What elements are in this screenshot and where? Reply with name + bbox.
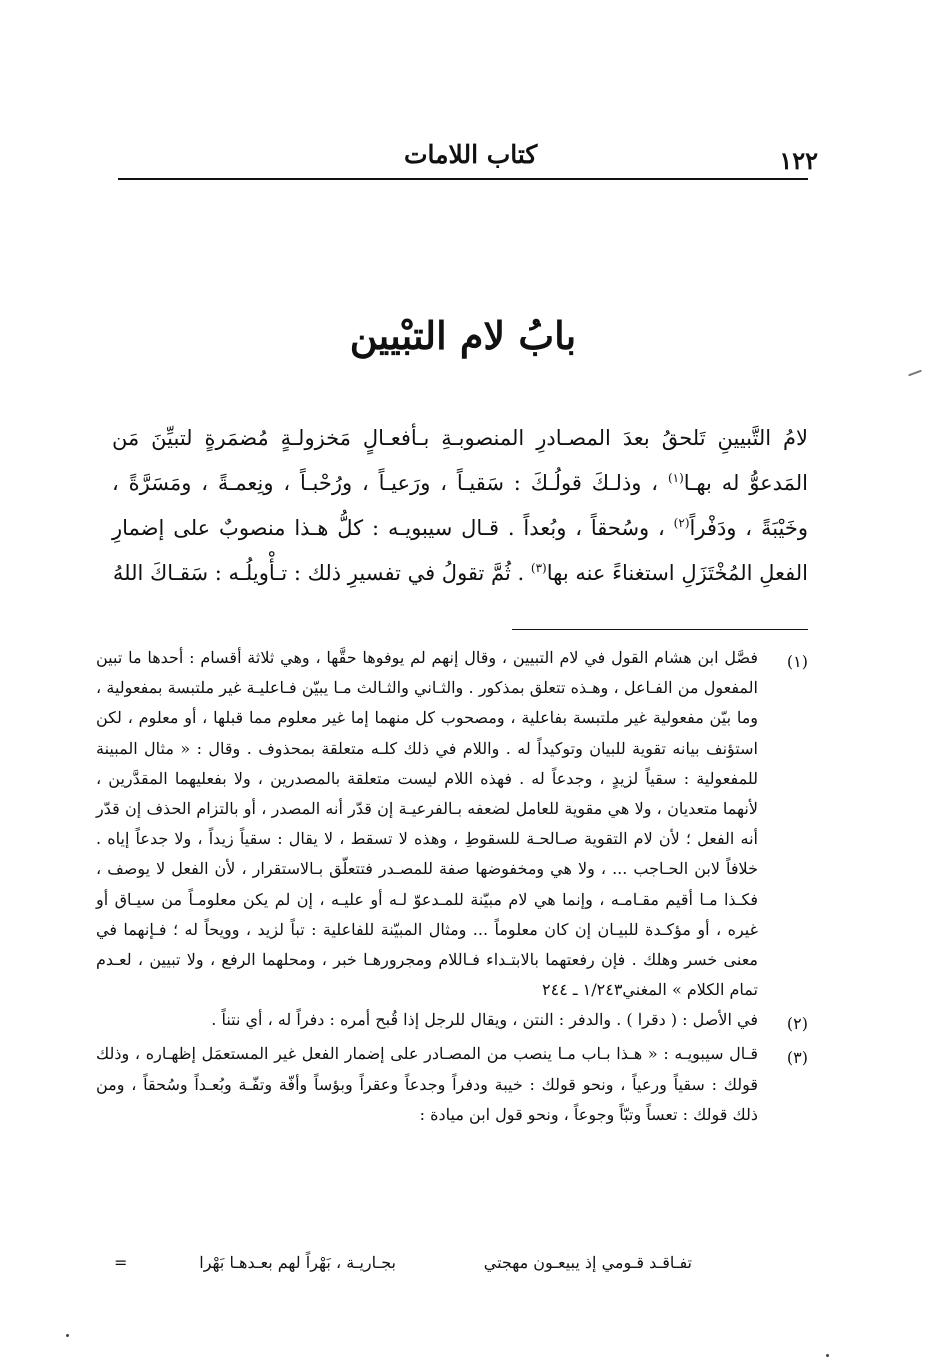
footnote-2 [96,1005,808,1039]
scan-speck [908,370,922,377]
verse-second-hemistich: بجـاريـة ، بَهْراً لهم بعـدهـا بَهْرا [199,1253,396,1272]
footnote-ref: (١) [667,471,684,485]
footnote-rule [512,629,808,630]
body-text-segment: . ثُمَّ تقولُ في تفسيرِ ذلك : تـأْويلُـه : سَقـاكَ اللهُ [112,561,531,585]
footnote-3 [96,1039,808,1130]
scan-speck [826,1354,829,1357]
scan-speck [66,1334,69,1337]
body-text-segment: لامُ التَّبيينِ تَلحقُ بعدَ المصـادرِ المنصوبـةِ بـأفعـالٍ مَخزولـةٍ مُضمَرةٍ لتبيِّنَ مَن المَدعوُّ له بهـا [112,426,809,495]
footnote-number: (١) [786,652,808,671]
body-text-segment: ، وسُحقاً ، وبُعداً . قـال سيبويـه : كلُّ هـذا منصوبٌ على إضمارِ الفعلِ المُخْتَزَلِ استغناءً عنه بها [112,516,808,585]
page-number: ١٢٢ [779,146,818,175]
footnote-text: قـال سيبويـه : « هـذا بـاب مـا ينصب من المصـادر على إضمار الفعل غير المستعمَل إظهـاره ، وذلك قولك : سقياً ورعياً ، ونحو قولك : خيبة ودفراً وجدعاً وعقراً وبؤساً وأفّة وتفّـة وبُعـداً وسُحقاً ، ومن ذلك قولك : تعساً وتبّاً وجوعاً ، ونحو قول ابن ميادة : [96,1044,758,1124]
footnote-1 [96,643,808,1005]
running-head: كتاب اللامات [404,140,538,169]
footnote-ref: (٢) [673,516,690,530]
body-text-segment: ، وذلـكَ قولُـكَ : سَقيـاً ، ورَعيـاً ، ورُحْبـاً ، ونِعمـةً ، ومَسَرَّةً ، وخَيْبَةً ، ودَفْراً [112,471,808,540]
footnote-text: فصَّل ابن هشام القول في لام التبيين ، وقال إنهم لم يوفوها حقَّها ، وهي ثلاثة أقسام : أحدها ما تبين المفعول من الفـاعل ، وهـذه تتعلق بمذكور . والثـاني والثـالث مـا يبيّن فـاعليـة غير ملتبسة بمفعولية ، وما بيّن مفعولية غير ملتبسة بفاعلية ، ومصحوب كل منهما إما غير معلوم مما قبلها ، أو معلوم ، لكن استؤنف بيانه تقوية للبيان وتوكيداً له . واللام في ذلك كلـه متعلقة بمحذوف . وقال : « مثال المبينة للمفعولية : سقياً لزيدٍ ، وجدعاً له . فهذه اللام ليست متعلقة بالمصدرين ، ولا بفعليهما المقدَّرين ، لأنهما متعديان ، ولا هي مقوية للعامل لضعفه بـالفرعيـة إن قدّر أنه المصدر ، أو بالتزام الحذف إن قدّر أنه الفعل ؛ لأن لام التقوية صـالحـة للسقوطِ ، وهذه لا تسقط ، لا يقال : سقياً زيداً ، ولا جدعاً إياه . خلافاً لابن الحـاجب ... ، ولا هي ومخفوضها صفة للمصـدر فتتعلّق بـالاستقرار ، لأن الفعل لا يوصف ، فكـذا مـا أقيم مقـامـه ، وإنما هي لام مبيّنة للمـدعوّ لـه أو عليـه ، إن لم يكن معلومـاً من سيـاق أو غيره ، أو مؤكـدة للبيـان إن كان معلوماً ... ومثال المبيّنة للفاعلية : تباً لزيد ، وويحاً له ؛ فـإنهما في معنى خسر وهلك . فإن رفعتهما بالابتـداء فـاللام ومجرورهـا خبر ، ومحلهما الرفع ، ولا تبيين ، لعـدم تمام الكلام » المغني١/٢٤٣ ـ ٢٤٤ [96,648,759,1000]
poetry-verse [104,1246,716,1280]
footnotes [96,643,808,1130]
chapter-title: بابُ لام التبْيين [349,313,577,358]
footnote-number: (٣) [786,1048,808,1068]
footnote-text: في الأصل : ( دقرا ) . والدفر : النتن ، ويقال للرجل إذا قُبح أمره : دفراً له ، أي نتناً . [211,1010,758,1030]
header-rule [118,178,808,180]
continuation-mark: = [114,1253,128,1272]
body-paragraph [112,416,808,596]
footnote-number: (٢) [786,1014,808,1034]
verse-first-hemistich: تفـاقـد قـومي إذ يبيعـون مهجتي [483,1253,692,1272]
footnote-ref: (٣) [530,561,547,575]
